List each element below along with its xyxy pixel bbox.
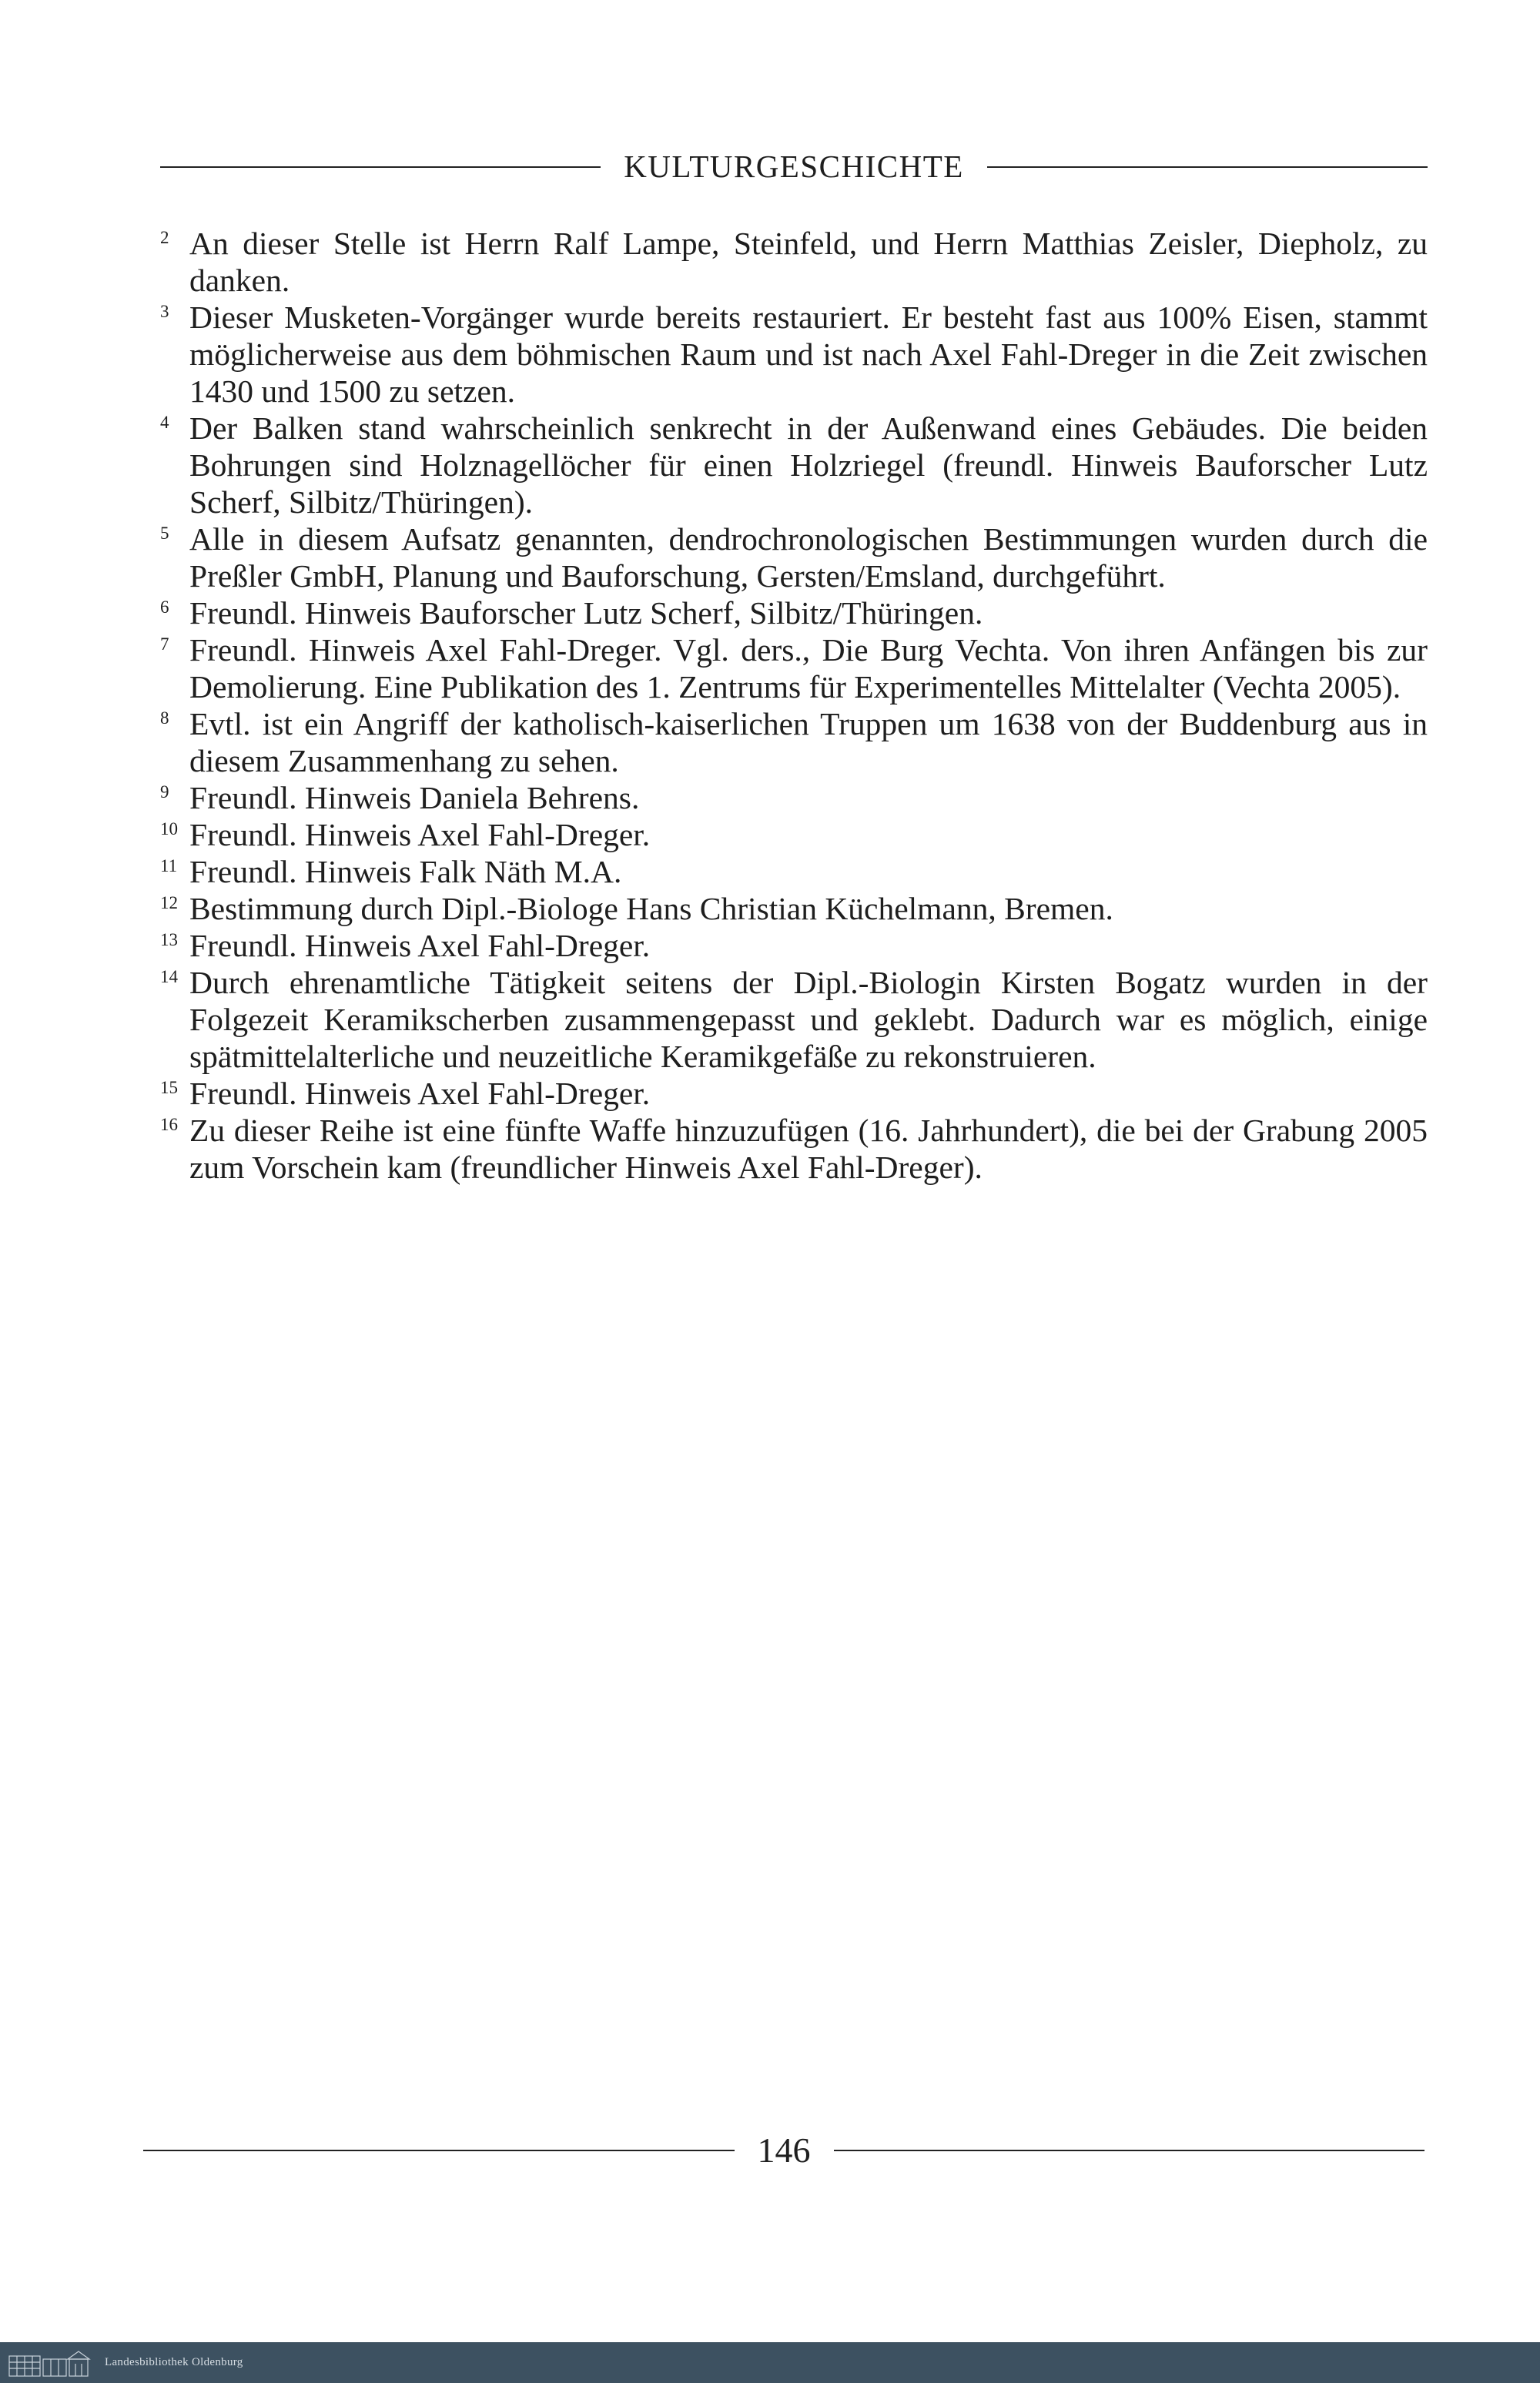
library-name: Landesbibliothek Oldenburg [105, 2356, 243, 2368]
footnote-number: 14 [160, 967, 178, 986]
header-rule-left [160, 166, 601, 168]
footnote-text: Freundl. Hinweis Axel Fahl-Dreger. [189, 817, 651, 852]
footnote-7 [160, 631, 1428, 705]
running-header [160, 151, 1428, 182]
footnote-number: 5 [160, 524, 169, 543]
page-footer [143, 2130, 1424, 2170]
footnote-number: 4 [160, 413, 169, 432]
footnote-4 [160, 410, 1428, 520]
footnote-15 [160, 1075, 1428, 1112]
footnote-5 [160, 520, 1428, 594]
footnote-text: Freundl. Hinweis Bauforscher Lutz Scherf, Silbitz/Thüringen. [189, 595, 983, 631]
footnote-14 [160, 964, 1428, 1075]
library-footer-bar [0, 2342, 1540, 2383]
footnote-text: An dieser Stelle ist Herrn Ralf Lampe, Steinfeld, und Herrn Matthias Zeisler, Diepholz, zu danken. [189, 226, 1428, 298]
footer-rule-right [834, 2150, 1425, 2151]
footnote-text: Evtl. ist ein Angriff der katholisch-kaiserlichen Truppen um 1638 von der Buddenburg aus in diesem Zusammenhang zu sehen. [189, 706, 1428, 778]
footnote-text: Der Balken stand wahrscheinlich senkrecht in der Außenwand eines Gebäudes. Die beiden Bohrungen sind Holznagellöcher für einen Holzriegel (freundl. Hinweis Bauforscher Lutz Scherf, Silbitz/Thüringen). [189, 410, 1428, 520]
footnote-text: Freundl. Hinweis Axel Fahl-Dreger. [189, 1076, 651, 1111]
footnote-number: 13 [160, 930, 178, 949]
footnote-number: 12 [160, 893, 178, 912]
footnote-text: Durch ehrenamtliche Tätigkeit seitens der Dipl.-Biologin Kirsten Bogatz wurden in der Folgezeit Keramikscherben zusammengepasst und geklebt. Dadurch war es möglich, einige spätmittelalterliche und neuzeitliche Keramikgefäße zu rekonstruieren. [189, 965, 1428, 1074]
footnote-number: 6 [160, 597, 169, 617]
footnote-text: Freundl. Hinweis Daniela Behrens. [189, 780, 640, 815]
footnote-11 [160, 853, 1428, 890]
footnotes-list [160, 225, 1428, 1186]
footnote-12 [160, 890, 1428, 927]
footnote-number: 10 [160, 819, 178, 838]
footnote-number: 11 [160, 856, 178, 875]
footnote-number: 7 [160, 634, 169, 654]
footnote-number: 2 [160, 228, 169, 247]
footnote-number: 16 [160, 1115, 178, 1134]
footnote-text: Bestimmung durch Dipl.-Biologe Hans Christian Küchelmann, Bremen. [189, 891, 1113, 926]
footnote-number: 9 [160, 782, 169, 802]
footnote-3 [160, 299, 1428, 410]
footnote-text: Zu dieser Reihe ist eine fünfte Waffe hinzuzufügen (16. Jahrhundert), die bei der Grabung 2005 zum Vorschein kam (freundlicher Hinweis Axel Fahl-Dreger). [189, 1113, 1428, 1185]
footnote-number: 3 [160, 302, 169, 321]
footnote-6 [160, 594, 1428, 631]
library-building-icon [8, 2348, 94, 2378]
footnote-9 [160, 779, 1428, 816]
footnote-text: Freundl. Hinweis Axel Fahl-Dreger. Vgl. ders., Die Burg Vechta. Von ihren Anfängen bis zur Demolierung. Eine Publikation des 1. Zentrums für Experimentelles Mittelalter (Vechta 2005). [189, 632, 1428, 705]
footnote-16 [160, 1112, 1428, 1186]
footnote-text: Freundl. Hinweis Falk Näth M.A. [189, 854, 622, 889]
footnote-number: 15 [160, 1078, 178, 1097]
footnote-10 [160, 816, 1428, 853]
footnote-13 [160, 927, 1428, 964]
header-rule-right [987, 166, 1428, 168]
section-title: KULTURGESCHICHTE [624, 149, 964, 184]
footnote-text: Alle in diesem Aufsatz genannten, dendrochronologischen Bestimmungen wurden durch die Preßler GmbH, Planung und Bauforschung, Gersten/Emsland, durchgeführt. [189, 521, 1428, 594]
footnote-number: 8 [160, 708, 169, 728]
footer-rule-left [143, 2150, 735, 2151]
footnote-2 [160, 225, 1428, 299]
footnote-text: Dieser Musketen-Vorgänger wurde bereits restauriert. Er besteht fast aus 100% Eisen, stammt möglicherweise aus dem böhmischen Raum und ist nach Axel Fahl-Dreger in die Zeit zwischen 1430 und 1500 zu setzen. [189, 300, 1428, 409]
footnote-text: Freundl. Hinweis Axel Fahl-Dreger. [189, 928, 651, 963]
footnote-8 [160, 705, 1428, 779]
page-number: 146 [757, 2130, 811, 2170]
